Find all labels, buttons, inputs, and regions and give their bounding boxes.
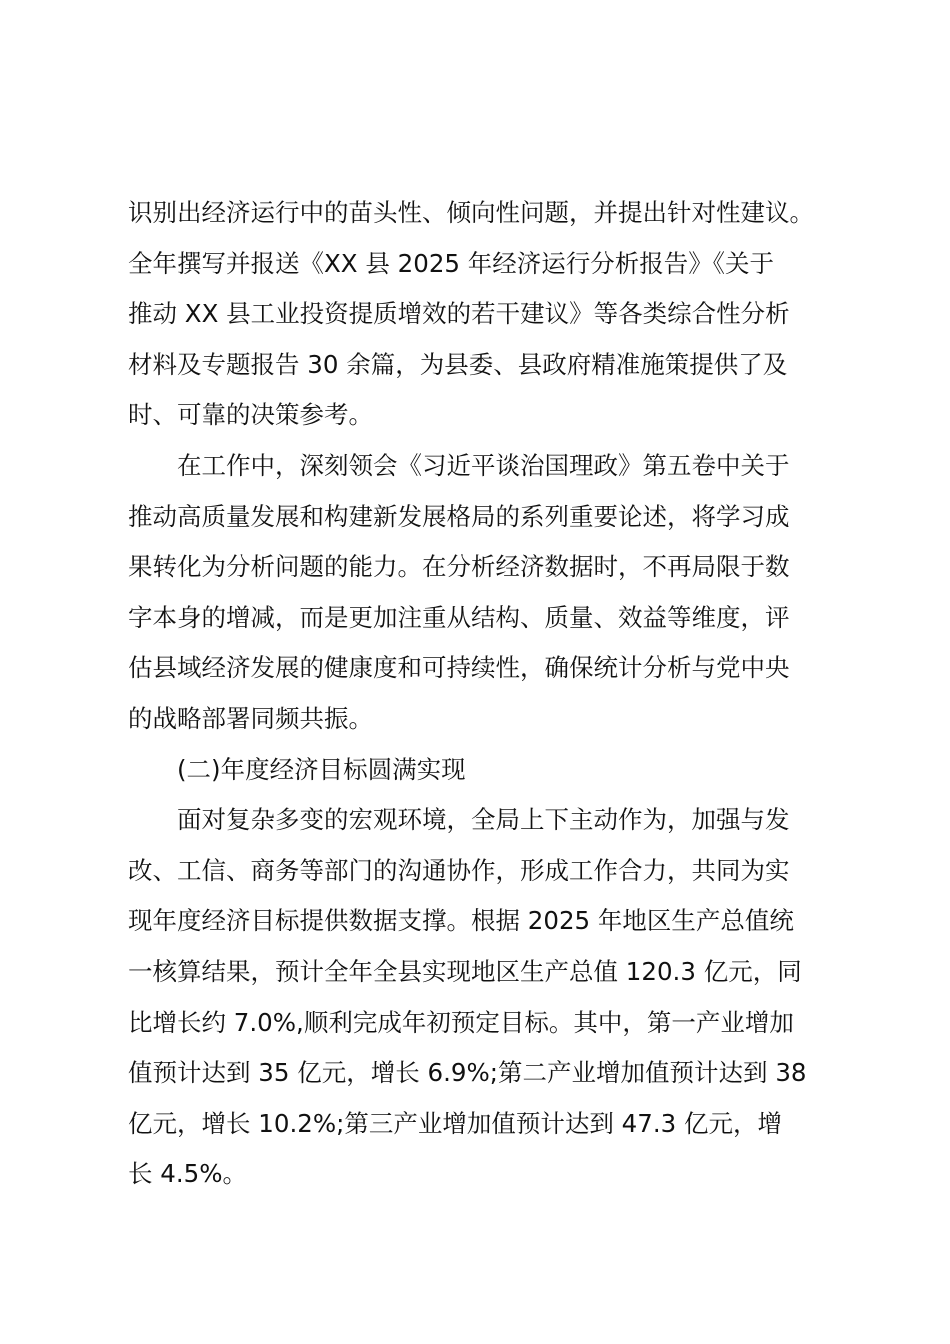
text-line: 的战略部署同频共振。 [128, 703, 373, 733]
document-body [128, 188, 828, 1200]
text-line: 推动 XX 县工业投资提质增效的若干建议》等各类综合性分析 [128, 299, 790, 329]
text-line: 面对复杂多变的宏观环境，全局上下主动作为，加强与发 [128, 805, 790, 835]
text-line: 亿元，增长 10.2%;第三产业增加值预计达到 47.3 亿元，增 [128, 1108, 782, 1138]
text-line: 推动高质量发展和构建新发展格局的系列重要论述，将学习成 [128, 501, 790, 531]
text-line: 在工作中，深刻领会《习近平谈治国理政》第五卷中关于 [128, 450, 790, 480]
section-heading: (二)年度经济目标圆满实现 [128, 754, 466, 784]
text-line: 估县域经济发展的健康度和可持续性，确保统计分析与党中央 [128, 653, 790, 683]
text-line: 全年撰写并报送《XX 县 2025 年经济运行分析报告》《关于 [128, 248, 775, 278]
text-line: 改、工信、商务等部门的沟通协作，形成工作合力，共同为实 [128, 855, 790, 885]
text-line: 果转化为分析问题的能力。在分析经济数据时，不再局限于数 [128, 552, 790, 582]
text-line: 一核算结果，预计全年全县实现地区生产总值 120.3 亿元，同 [128, 956, 802, 986]
text-line: 长 4.5%。 [128, 1159, 248, 1189]
text-line: 时、可靠的决策参考。 [128, 400, 373, 430]
text-line: 字本身的增减，而是更加注重从结构、质量、效益等维度，评 [128, 602, 790, 632]
text-line: 识别出经济运行中的苗头性、倾向性问题，并提出针对性建议。 [128, 198, 814, 227]
text-line: 值预计达到 35 亿元，增长 6.9%;第二产业增加值预计达到 38 [128, 1058, 807, 1088]
text-line: 材料及专题报告 30 余篇，为县委、县政府精准施策提供了及 [128, 349, 788, 379]
text-line: 比增长约 7.0%,顺利完成年初预定目标。其中，第一产业增加 [128, 1007, 794, 1037]
text-line: 现年度经济目标提供数据支撑。根据 2025 年地区生产总值统 [128, 906, 794, 936]
